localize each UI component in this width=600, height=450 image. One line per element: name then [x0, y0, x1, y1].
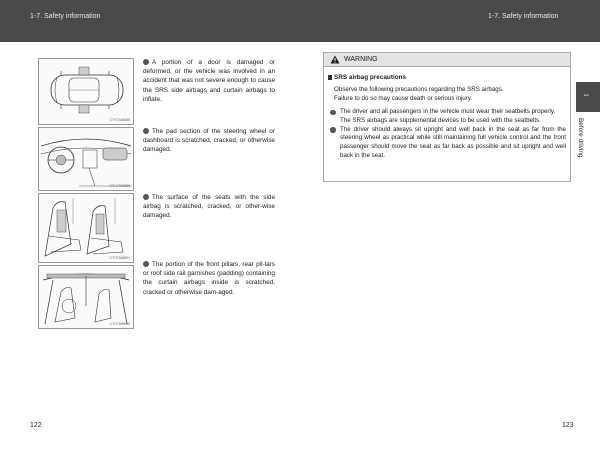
figure-code: CTH7AW892	[109, 322, 130, 326]
section-title-text: SRS airbag precautions	[334, 74, 407, 81]
item-text: The portion of the front pillars, rear pil-lars or roof side rail garnishes (padding) containing the curtain airbags inside is scratched, cracked or otherwise dam-aged.	[143, 261, 275, 296]
figure-code: CTH7AW891	[109, 256, 130, 260]
bullet-icon	[143, 261, 149, 267]
page-number-right: 123	[562, 422, 574, 429]
page-header	[0, 0, 600, 42]
list-item	[143, 260, 275, 297]
intro-line: Failure to do so may cause death or serious injury.	[334, 94, 473, 102]
warning-bullet-item	[330, 108, 566, 126]
item-text: The surface of the seats with the side airbag is scratched, cracked, or other-wise damaged.	[143, 194, 275, 220]
bullet-icon	[330, 110, 336, 116]
list-item	[143, 193, 275, 221]
chapter-number: 1	[582, 93, 589, 97]
bullet-icon	[143, 59, 149, 65]
warning-bullet-item	[330, 126, 566, 161]
car-top-view-figure	[38, 58, 134, 125]
warning-triangle-icon	[330, 55, 340, 64]
bullet-icon	[143, 194, 149, 200]
header-section-right: 1-7. Safety information	[488, 13, 559, 20]
car-top-view-illustration	[39, 59, 133, 124]
warning-bullets	[330, 108, 566, 161]
warning-bullet-text: The SRS airbags are supplemental devices to be used with the seatbelts.	[340, 116, 541, 124]
dashboard-figure	[38, 127, 134, 191]
list-item	[143, 58, 275, 104]
item-text: A portion of a door is damaged or deformed, or the vehicle was involved in an accident that was not severe enough to cause the SRS side airbags and curtain airbags to inflate.	[143, 59, 275, 103]
item-text: The pad section of the steering wheel or dashboard is scratched, cracked, or otherwise damaged.	[143, 128, 275, 154]
intro-line: Observe the following precautions regarding the SRS airbags.	[334, 86, 504, 93]
warning-intro	[334, 86, 564, 103]
section-marker-icon	[328, 75, 332, 80]
bullet-icon	[143, 128, 149, 134]
warning-box	[323, 52, 571, 182]
list-item	[143, 127, 275, 155]
seats-figure	[38, 193, 134, 263]
figure-code: CTH7AW888	[109, 118, 130, 122]
section-title	[328, 74, 406, 81]
bullet-icon	[330, 127, 336, 133]
pillars-figure	[38, 265, 134, 329]
warning-header	[324, 53, 570, 67]
dashboard-illustration	[39, 128, 133, 190]
seats-illustration	[39, 194, 133, 262]
header-section-left: 1-7. Safety information	[30, 13, 101, 20]
warning-bullet-text: The driver should always sit upright and well back in the seat as far from the steering wheel as practical while still maintaining full vehicle control and the front passenger should move the seat as far back as possible and sit upright and well back in the seat.	[340, 125, 566, 159]
page-number-left: 122	[30, 422, 42, 429]
chapter-label: Before driving	[577, 118, 584, 158]
warning-title: WARNING	[344, 56, 378, 63]
chapter-tab	[576, 82, 600, 112]
figure-code: CTH7AW889	[109, 184, 130, 188]
warning-bullet-text: The driver and all passengers in the vehicle must wear their seatbelts properly.	[340, 108, 556, 115]
pillars-illustration	[39, 266, 133, 328]
